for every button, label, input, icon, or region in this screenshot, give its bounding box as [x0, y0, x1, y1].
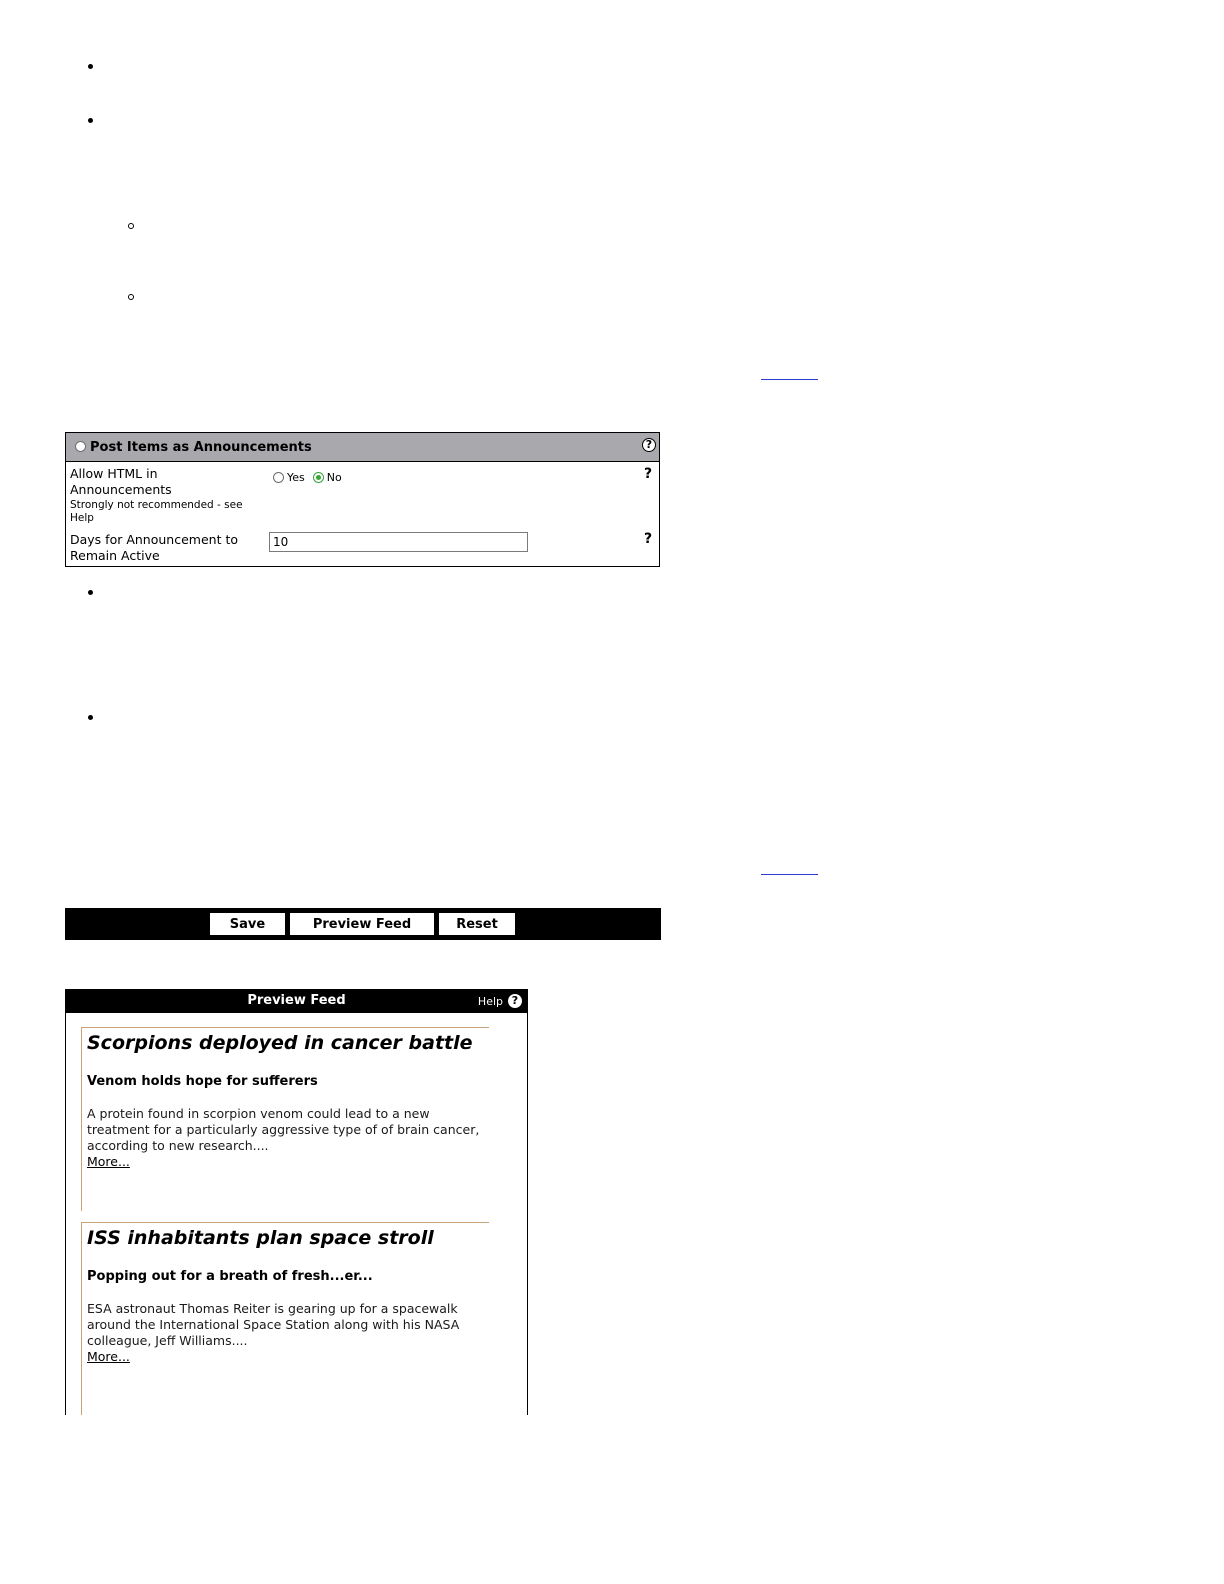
feed-item-subtitle: Popping out for a breath of fresh...er... — [87, 1269, 373, 1284]
list-bullet — [88, 715, 93, 720]
allow-html-label — [70, 466, 172, 498]
announcements-panel — [65, 432, 660, 567]
days-active-label-line1: Days for Announcement to — [70, 532, 238, 547]
feed-item-title: ISS inhabitants plan space stroll — [87, 1227, 434, 1249]
allow-html-label-line1: Allow HTML in — [70, 466, 158, 481]
feed-item-subtitle: Venom holds hope for sufferers — [87, 1074, 318, 1089]
allow-html-no-radio[interactable] — [313, 472, 324, 483]
allow-html-label-line2: Announcements — [70, 482, 172, 497]
list-bullet — [88, 118, 93, 123]
save-button[interactable]: Save — [209, 912, 286, 936]
post-announcements-radio[interactable] — [75, 441, 86, 452]
preview-feed-button[interactable]: Preview Feed — [289, 912, 435, 936]
allow-html-help-icon[interactable]: ? — [644, 466, 653, 482]
action-bar — [65, 908, 661, 940]
announcements-panel-header — [66, 433, 659, 462]
feed-item-more-link[interactable]: More... — [87, 1349, 130, 1364]
preview-help-label: Help — [477, 994, 503, 1008]
feed-item-more-link[interactable]: More... — [87, 1154, 130, 1169]
days-active-label — [70, 532, 238, 564]
days-active-help-icon[interactable]: ? — [644, 531, 653, 547]
allow-html-yes-radio[interactable] — [273, 472, 284, 483]
allow-html-note-line2: Help — [70, 512, 94, 524]
help-icon: ? — [508, 994, 522, 1008]
feed-item-description: ESA astronaut Thomas Reiter is gearing up for a spacewalk around the International Space Station along with his NASA colleague, Jeff Williams.... — [87, 1301, 460, 1348]
reset-button[interactable]: Reset — [438, 912, 516, 936]
preview-feed-header — [66, 989, 527, 1013]
allow-html-options — [273, 471, 350, 484]
feed-item — [81, 1222, 489, 1415]
list-bullet — [88, 590, 93, 595]
list-sub-bullet — [128, 223, 134, 229]
preview-help-link[interactable] — [478, 994, 522, 1008]
panel-title: Post Items as Announcements — [90, 440, 312, 455]
panel-help-icon[interactable]: ? — [642, 438, 656, 452]
feed-item — [81, 1027, 489, 1211]
allow-html-note-line1: Strongly not recommended - see — [70, 499, 243, 511]
preview-feed-panel — [65, 989, 528, 1415]
days-active-input[interactable] — [269, 532, 528, 552]
list-bullet — [88, 64, 93, 69]
top-link[interactable] — [761, 379, 818, 380]
allow-html-no-label: No — [326, 471, 342, 484]
preview-feed-title: Preview Feed — [247, 993, 346, 1008]
list-sub-bullet — [128, 294, 134, 300]
top-link[interactable] — [761, 874, 818, 875]
days-active-label-line2: Remain Active — [70, 548, 160, 563]
feed-item-description: A protein found in scorpion venom could lead to a new treatment for a particularly aggressive type of of brain cancer, according to new research.... — [87, 1106, 480, 1153]
feed-item-title: Scorpions deployed in cancer battle — [87, 1032, 473, 1054]
allow-html-note — [70, 499, 243, 525]
allow-html-yes-label: Yes — [287, 471, 305, 484]
